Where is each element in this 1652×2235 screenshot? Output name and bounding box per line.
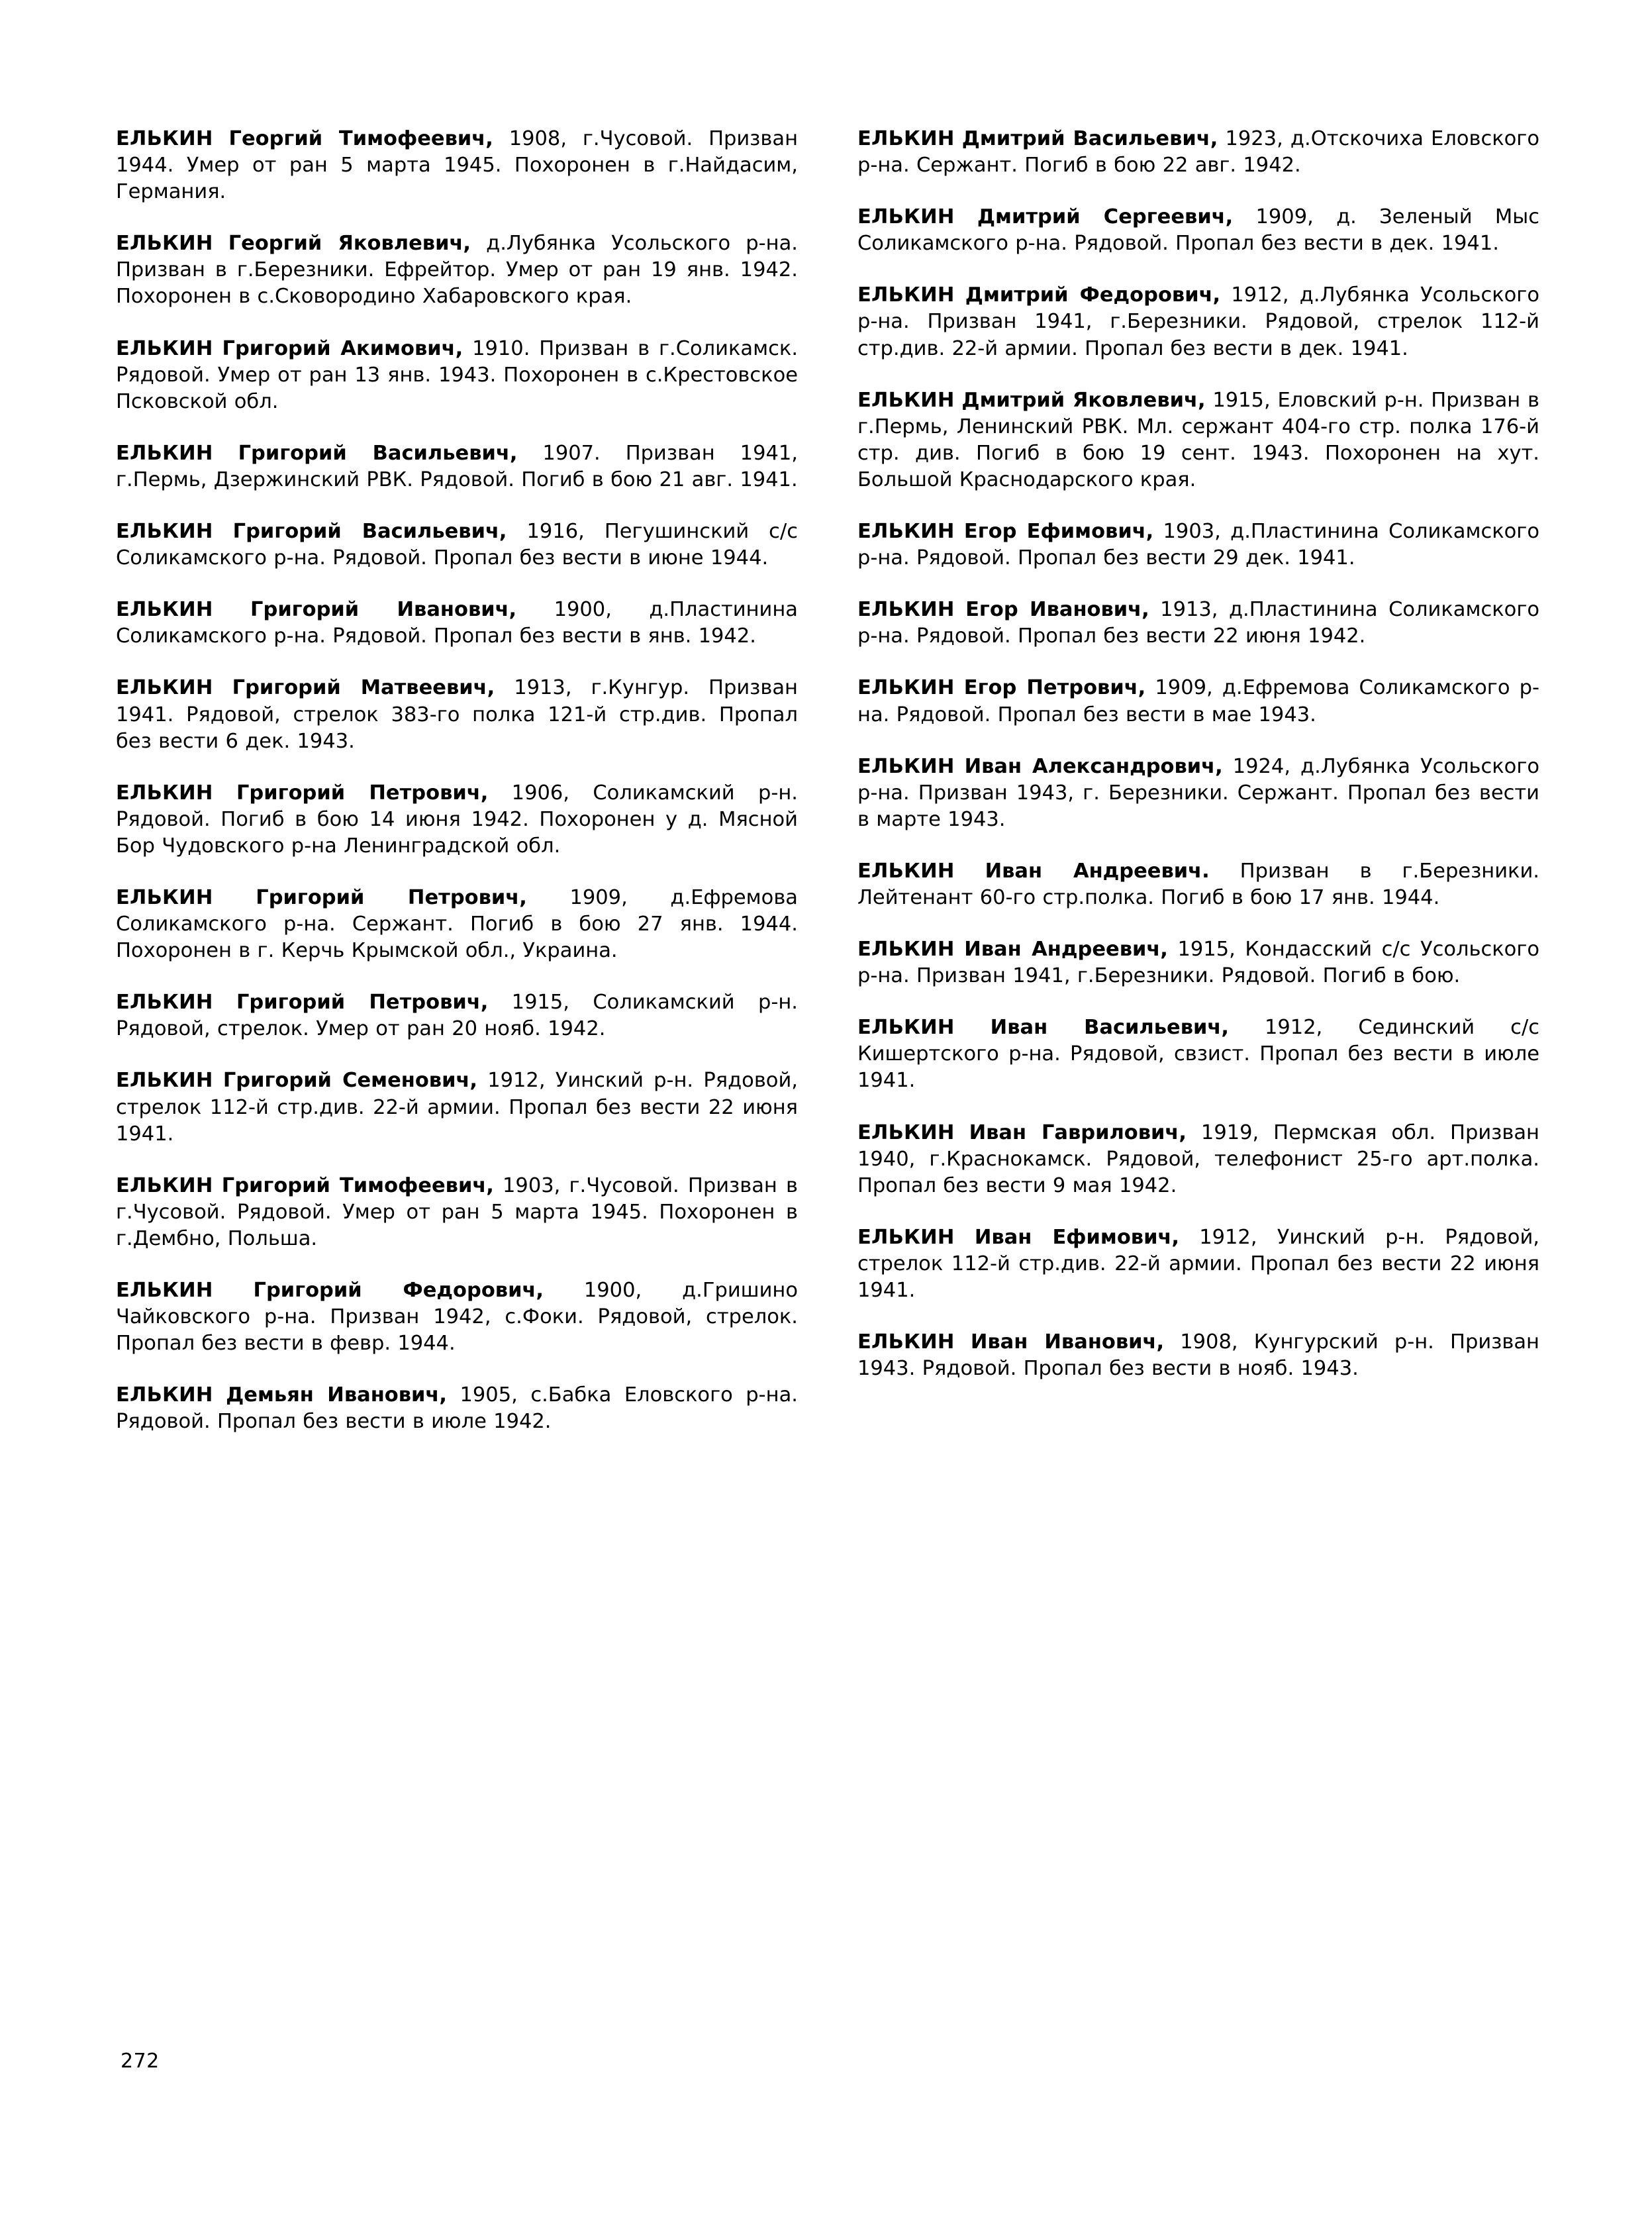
entry-details: 1916, Пегушинский с/с Соликамского р-на. Рядовой. Пропал без вести в июне 1944. (116, 520, 798, 570)
entry-surname: ЕЛЬКИН (116, 336, 213, 360)
entry-surname: ЕЛЬКИН (857, 1225, 955, 1249)
entry (857, 754, 1539, 833)
entry-given-name: Григорий Васильевич, (232, 520, 507, 544)
entry-given-name: Григорий Петрович, (236, 991, 489, 1015)
entry-details: 1912, д.Лубянка Усольского р-на. Призван 1941, г.Березники. Рядовой, стрелок 112-й стр.див. 22-й армии. Пропал без вести в дек. 1941. (857, 283, 1539, 360)
entry (857, 1120, 1539, 1199)
entry-details: 1923, д.Отскочиха Еловского р-на. Сержант. Погиб в бою 22 авг. 1942. (857, 127, 1539, 177)
entry-given-name: Иван Гаврилович, (969, 1120, 1187, 1144)
entry-given-name: Иван Иванович, (970, 1330, 1165, 1354)
entry-details: Призван в г.Березники. Лейтенант 60-го стр.полка. Погиб в бою 17 янв. 1944. (857, 859, 1539, 909)
entry-surname: ЕЛЬКИН (857, 127, 955, 150)
entry-given-name: Георгий Тимофеевич, (228, 127, 493, 150)
entry (857, 387, 1539, 493)
entry-surname: ЕЛЬКИН (116, 441, 213, 465)
entry (116, 1173, 798, 1252)
entry (857, 858, 1539, 911)
entry-surname: ЕЛЬКИН (857, 859, 955, 883)
entry-details: 1907. Призван 1941, г.Пермь, Дзержинский РВК. Рядовой. Погиб в бою 21 авг. 1941. (116, 441, 798, 491)
entry (116, 885, 798, 964)
entry (857, 597, 1539, 650)
entry-details: 1908, г.Чусовой. Призван 1944. Умер от ран 5 марта 1945. Похоронен в г.Найдасим, Германия. (116, 127, 799, 204)
entry-given-name: Иван Ефимович, (974, 1225, 1179, 1249)
entry-given-name: Иван Васильевич, (990, 1016, 1229, 1040)
column-right (857, 126, 1539, 1382)
entry (857, 1329, 1539, 1382)
entry-details: 1905, с.Бабка Еловского р-на. Рядовой. Пропал без вести в июле 1942. (116, 1383, 798, 1434)
entry-details: 1912, Уинский р-н. Рядовой, стрелок 112-й стр.див. 22-й армии. Пропал без вести 22 июня 1941. (116, 1069, 798, 1146)
entry-details: 1913, д.Пластинина Соликамского р-на. Рядовой. Пропал без вести 22 июня 1942. (857, 598, 1540, 648)
entry-given-name: Дмитрий Яковлевич, (961, 388, 1206, 412)
entry (116, 989, 798, 1042)
column-left (116, 126, 798, 1435)
entry-given-name: Григорий Федорович, (253, 1279, 544, 1302)
entry (116, 519, 798, 571)
entry-surname: ЕЛЬКИН (116, 885, 213, 909)
entry-surname: ЕЛЬКИН (857, 598, 955, 622)
entry-details: 1913, г.Кунгур. Призван 1941. Рядовой, стрелок 383-го полка 121-й стр.див. Пропал без вести 6 дек. 1943. (116, 676, 798, 753)
entry-given-name: Демьян Иванович, (226, 1383, 447, 1407)
entry-surname: ЕЛЬКИН (116, 520, 213, 544)
entry-given-name: Григорий Акимович, (222, 336, 463, 360)
entry-details: 1915, Кондасский с/с Усольского р-на. Призван 1941, г.Березники. Рядовой. Погиб в бою. (857, 938, 1540, 988)
entry-surname: ЕЛЬКИН (857, 676, 955, 700)
entry (116, 1382, 798, 1435)
entry (857, 282, 1539, 362)
entry-given-name: Егор Ефимович, (963, 520, 1154, 544)
entry-details: 1915, Еловский р-н. Призван в г.Пермь, Ленинский РВК. Мл. сержант 404-го стр. полка 176-й стр. див. Погиб в бою 19 сент. 1943. Похоронен на хут. Большой Краснодарского края. (857, 388, 1540, 491)
entry-details: д.Лубянка Усольского р-на. Призван в г.Березники. Ефрейтор. Умер от ран 19 янв. 1942. Похоронен в с.Сковородино Хабаровского края. (116, 232, 798, 309)
two-column-layout (116, 126, 1540, 1435)
entry-surname: ЕЛЬКИН (116, 232, 213, 256)
entry-details: 1900, д.Гришино Чайковского р-на. Призван 1942, с.Фоки. Рядовой, стрелок. Пропал без вести в февр. 1944. (116, 1279, 798, 1356)
entry-given-name: Георгий Яковлевич, (228, 232, 471, 256)
entry-given-name: Григорий Васильевич, (238, 441, 518, 465)
entry-details: 1915, Соликамский р-н. Рядовой, стрелок. Умер от ран 20 нояб. 1942. (116, 991, 799, 1041)
entry-given-name: Григорий Семенович, (222, 1069, 477, 1093)
entry (857, 1015, 1539, 1094)
entry-given-name: Дмитрий Федорович, (965, 283, 1221, 307)
entry-given-name: Григорий Тимофеевич, (221, 1173, 494, 1197)
entry-given-name: Григорий Петрович, (236, 781, 489, 805)
entry-surname: ЕЛЬКИН (857, 1016, 955, 1040)
entry (116, 440, 798, 493)
entry-surname: ЕЛЬКИН (857, 1120, 955, 1144)
entry-surname: ЕЛЬКИН (116, 598, 213, 622)
entry (116, 675, 798, 754)
entry (857, 936, 1539, 989)
entry (116, 1277, 798, 1357)
entry-surname: ЕЛЬКИН (857, 938, 955, 962)
entry-surname: ЕЛЬКИН (116, 1383, 213, 1407)
entry-surname: ЕЛЬКИН (116, 127, 213, 150)
entry-surname: ЕЛЬКИН (857, 1330, 955, 1354)
entry-details: 1903, г.Чусовой. Призван в г.Чусовой. Рядовой. Умер от ран 5 марта 1945. Похоронен в г.Дембно, Польша. (116, 1173, 798, 1250)
entry-details: 1909, д. Зеленый Мыс Соликамского р-на. Рядовой. Пропал без вести в дек. 1941. (857, 205, 1539, 256)
entry (116, 126, 798, 205)
entry (857, 519, 1539, 571)
entry-details: 1910. Призван в г.Соликамск. Рядовой. Умер от ран 13 янв. 1943. Похоронен в с.Крестовское Псковской обл. (116, 336, 799, 413)
entry-details: 1900, д.Пластинина Соликамского р-на. Рядовой. Пропал без вести в янв. 1942. (116, 598, 798, 648)
entry-given-name: Иван Андреевич. (985, 859, 1210, 883)
entry (857, 1224, 1539, 1304)
entry-given-name: Егор Петрович, (963, 676, 1146, 700)
entry-details: 1924, д.Лубянка Усольского р-на. Призван 1943, г. Березники. Сержант. Пропал без вести в марте 1943. (857, 754, 1540, 831)
entry (857, 675, 1539, 728)
entry-details: 1908, Кунгурский р-н. Призван 1943. Рядовой. Пропал без вести в нояб. 1943. (857, 1330, 1539, 1381)
entry-given-name: Григорий Петрович, (256, 885, 527, 909)
entry (116, 230, 798, 310)
entry-surname: ЕЛЬКИН (857, 754, 955, 778)
entry-surname: ЕЛЬКИН (116, 1279, 213, 1302)
entry-details: 1919, Пермская обл. Призван 1940, г.Краснокамск. Рядовой, телефонист 25-го арт.полка. Пропал без вести 9 мая 1942. (857, 1120, 1539, 1197)
entry (857, 126, 1539, 179)
entry-surname: ЕЛЬКИН (116, 676, 213, 700)
entry-surname: ЕЛЬКИН (857, 520, 955, 544)
entry (116, 780, 798, 860)
entry-given-name: Егор Иванович, (965, 598, 1149, 622)
entry-details: 1903, д.Пластинина Соликамского р-на. Рядовой. Пропал без вести 29 дек. 1941. (857, 520, 1539, 570)
entry-given-name: Иван Александрович, (964, 754, 1223, 778)
entry-surname: ЕЛЬКИН (116, 991, 213, 1015)
entry-surname: ЕЛЬКИН (857, 205, 955, 229)
entry-surname: ЕЛЬКИН (116, 1069, 213, 1093)
entry-details: 1909, д.Ефремова Соликамского р-на. Рядовой. Пропал без вести в мае 1943. (857, 676, 1539, 726)
entry-surname: ЕЛЬКИН (857, 283, 955, 307)
page-number: 272 (121, 2050, 160, 2073)
entry (116, 597, 798, 650)
entry-given-name: Иван Андреевич, (964, 938, 1168, 962)
entry-given-name: Дмитрий Сергеевич, (977, 205, 1234, 229)
entry-surname: ЕЛЬКИН (116, 1173, 213, 1197)
entry-details: 1912, Сединский с/с Кишертского р-на. Рядовой, свзист. Пропал без вести в июле 1941. (857, 1016, 1539, 1093)
entry-details: 1906, Соликамский р-н. Рядовой. Погиб в бою 14 июня 1942. Похоронен у д. Мясной Бор Чудовского р-на Ленинградской обл. (116, 781, 799, 858)
entry (857, 204, 1539, 257)
entry-given-name: Дмитрий Васильевич, (961, 127, 1218, 150)
entry-given-name: Григорий Иванович, (250, 598, 517, 622)
entry (116, 1068, 798, 1147)
entry-details: 1909, д.Ефремова Соликамского р-на. Сержант. Погиб в бою 27 янв. 1944. Похоронен в г. Керчь Крымской обл., Украина. (116, 885, 799, 963)
entry-surname: ЕЛЬКИН (116, 781, 213, 805)
entry (116, 336, 798, 415)
entry-given-name: Григорий Матвеевич, (232, 676, 495, 700)
entry-surname: ЕЛЬКИН (857, 388, 955, 412)
entry-details: 1912, Уинский р-н. Рядовой, стрелок 112-й стр.див. 22-й армии. Пропал без вести 22 июня 1941. (857, 1225, 1539, 1302)
